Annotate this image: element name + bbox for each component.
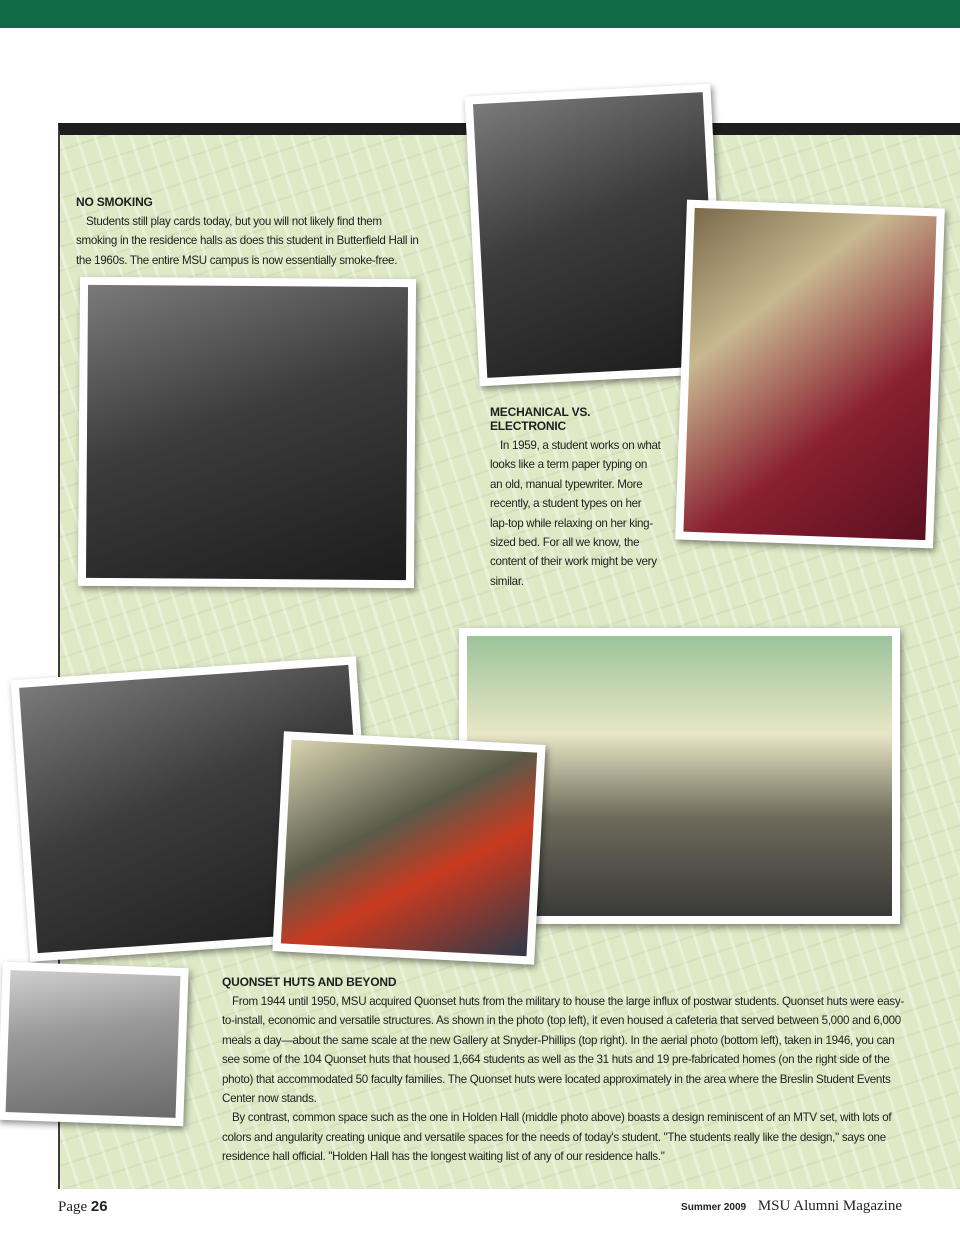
magazine-name: MSU Alumni Magazine [757,1198,902,1214]
caption-body: Students still play cards today, but you will not likely find them smoking in the residence halls as does this student in Butterfield Hall in the 1960s. The entire MSU campus is now essentially smoke-free. [76,215,419,267]
photo-card-game-image [86,285,408,580]
caption-no-smoking [76,195,422,270]
caption-mechanical [490,405,662,591]
photo-aerial [0,962,189,1126]
page-label: Page [58,1199,88,1215]
caption-heading: MECHANICAL VS. ELECTRONIC [490,405,591,433]
caption-paragraph-2: By contrast, common space such as the one in Holden Hall (middle photo above) boasts a design reminiscent of an MTV set, with lots of colors and angularity creating unique and versatile spaces for the needs of today's student. "The students really like the design," says one residence hall official. "Holden Hall has the longest waiting list of any of our residence halls." [222,1111,892,1164]
photo-card-game [78,277,416,588]
footer-page [58,1198,108,1216]
footer-publication [681,1198,902,1215]
photo-holden-lounge [272,731,545,964]
issue-season: Summer 2009 [681,1202,747,1213]
top-color-band [0,0,960,28]
page-number: 26 [90,1198,108,1215]
caption-paragraph-1: From 1944 until 1950, MSU acquired Quonset huts from the military to house the large influx of postwar students. Quonset huts were easy-to-install, economic and versatile structures. As shown in the photo (top left), it even housed a cafeteria that served between 5,000 and 6,000 meals a day—about the same scale at the new Gallery at Snyder-Phillips (top right). In the aerial photo (bottom left), taken in 1946, you can see some of the 104 Quonset huts that housed 1,664 students as well as the 31 huts and 19 pre-fabricated homes (on the right side of the photo) that accommodated 50 faculty families. The Quonset huts were located approximately in the area where the Breslin Student Events Center now stands. [222,995,904,1106]
caption-heading: NO SMOKING [76,195,153,209]
caption-quonset [222,975,906,1167]
caption-body: In 1959, a student works on what looks like a term paper typing on an old, manual typewriter. More recently, a student types on her lap-top while relaxing on her king-sized bed. For all we know, the content of their work might be very similar. [490,439,661,588]
photo-typewriter-image [473,92,717,378]
photo-holden-lounge-image [281,740,537,957]
caption-heading: QUONSET HUTS AND BEYOND [222,975,397,989]
photo-laptop [675,200,945,549]
photo-aerial-image [6,970,181,1118]
photo-laptop-image [683,208,936,540]
